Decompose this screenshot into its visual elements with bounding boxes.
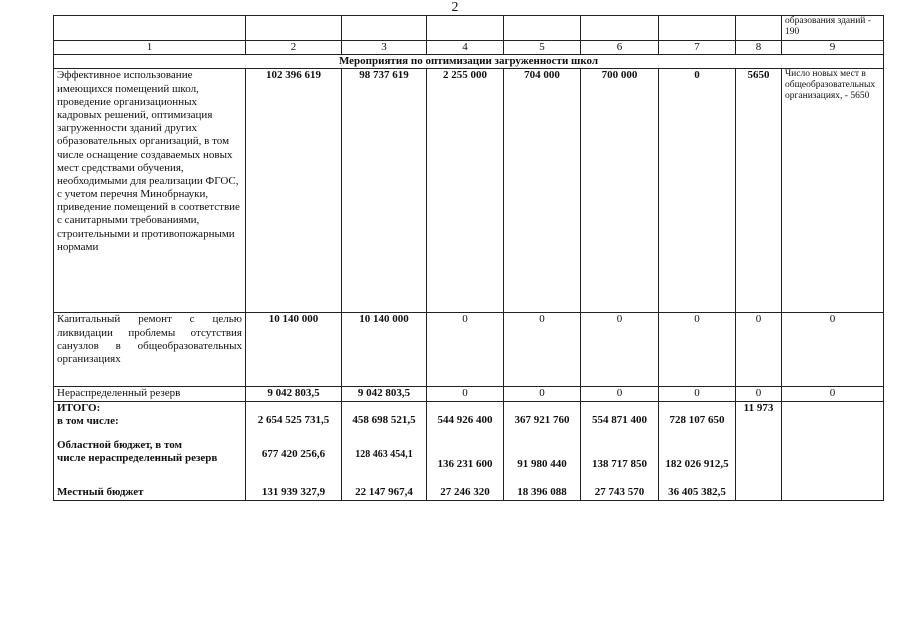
regional-c4: 136 231 600 bbox=[427, 439, 504, 471]
row-c6: 0 bbox=[581, 313, 659, 387]
local-c4: 27 246 320 bbox=[427, 471, 504, 500]
regional-label-2: числе нераспределенный резерв bbox=[57, 452, 218, 465]
total-c9 bbox=[782, 401, 884, 500]
row-c6: 0 bbox=[581, 387, 659, 401]
page-number: 2 bbox=[451, 0, 459, 15]
col-num-2: 2 bbox=[246, 41, 342, 55]
total-c6: 554 871 400 bbox=[581, 401, 659, 439]
total-c2: 2 654 525 731,5 bbox=[246, 401, 342, 439]
row-name: Эффективное использование имеющихся помещений школ, проведение организационных кадровых решений, оптимизация загруженности зданий других образовательных организаций, в том числе оснащение создаваемых новых мест средствами обучения, необходимыми для реализации ФГОС, с учетом перечня Минобрнауки, приведение помещений в соответствие с санитарными требованиями, строительными и противопожарными нормами bbox=[54, 69, 246, 313]
col-num-1: 1 bbox=[54, 41, 246, 55]
row-c2: 10 140 000 bbox=[246, 313, 342, 387]
col-num-9: 9 bbox=[782, 41, 884, 55]
header-top-row bbox=[54, 16, 884, 41]
col-num-5: 5 bbox=[504, 41, 581, 55]
row-c7: 0 bbox=[659, 313, 736, 387]
row-c4: 0 bbox=[427, 313, 504, 387]
column-numbers-row bbox=[54, 41, 884, 55]
regional-c6: 138 717 850 bbox=[581, 439, 659, 471]
regional-c7: 182 026 912,5 bbox=[659, 439, 736, 471]
row-c8: 0 bbox=[736, 387, 782, 401]
row-c8: 5650 bbox=[736, 69, 782, 313]
header-c9-note: образования зданий - 190 bbox=[782, 16, 884, 41]
local-label: Местный бюджет bbox=[54, 471, 246, 500]
local-c6: 27 743 570 bbox=[581, 471, 659, 500]
row-c3: 98 737 619 bbox=[342, 69, 427, 313]
total-c7: 728 107 650 bbox=[659, 401, 736, 439]
row-c4: 2 255 000 bbox=[427, 69, 504, 313]
regional-c2: 677 420 256,6 bbox=[246, 439, 342, 471]
total-c4: 544 926 400 bbox=[427, 401, 504, 439]
regional-c5: 91 980 440 bbox=[504, 439, 581, 471]
itogo-label: ИТОГО: bbox=[57, 401, 101, 414]
col-num-6: 6 bbox=[581, 41, 659, 55]
row-c5: 0 bbox=[504, 313, 581, 387]
row-name: Капитальный ремонт с целью ликвидации проблемы отсутствия санузлов в общеобразовательных организациях bbox=[54, 313, 246, 387]
table-row bbox=[54, 313, 884, 387]
col-num-3: 3 bbox=[342, 41, 427, 55]
regional-label bbox=[54, 439, 246, 471]
regional-c3: 128 463 454,1 bbox=[342, 439, 427, 471]
regional-label-1: Областной бюджет, в том bbox=[57, 439, 183, 452]
row-c5: 0 bbox=[504, 387, 581, 401]
incl-label: в том числе: bbox=[57, 414, 119, 427]
row-c9: 0 bbox=[782, 387, 884, 401]
row-c8: 0 bbox=[736, 313, 782, 387]
row-name: Нераспределенный резерв bbox=[54, 387, 246, 401]
row-c5: 704 000 bbox=[504, 69, 581, 313]
local-c3: 22 147 967,4 bbox=[342, 471, 427, 500]
row-c6: 700 000 bbox=[581, 69, 659, 313]
table-row bbox=[54, 387, 884, 401]
row-c3: 9 042 803,5 bbox=[342, 387, 427, 401]
local-c7: 36 405 382,5 bbox=[659, 471, 736, 500]
row-c3: 10 140 000 bbox=[342, 313, 427, 387]
row-c2: 102 396 619 bbox=[246, 69, 342, 313]
total-c5: 367 921 760 bbox=[504, 401, 581, 439]
row-c9: 0 bbox=[782, 313, 884, 387]
total-label bbox=[54, 401, 246, 439]
total-c3: 458 698 521,5 bbox=[342, 401, 427, 439]
row-c2: 9 042 803,5 bbox=[246, 387, 342, 401]
table-row bbox=[54, 69, 884, 313]
total-c8: 11 973 bbox=[736, 401, 782, 500]
budget-table bbox=[53, 15, 884, 501]
local-c2: 131 939 327,9 bbox=[246, 471, 342, 500]
total-row bbox=[54, 401, 884, 439]
row-c4: 0 bbox=[427, 387, 504, 401]
row-c9: Число новых мест в общеобразовательных организациях, - 5650 bbox=[782, 69, 884, 313]
section-row bbox=[54, 55, 884, 69]
col-num-4: 4 bbox=[427, 41, 504, 55]
row-c7: 0 bbox=[659, 387, 736, 401]
col-num-8: 8 bbox=[736, 41, 782, 55]
row-c7: 0 bbox=[659, 69, 736, 313]
col-num-7: 7 bbox=[659, 41, 736, 55]
section-title: Мероприятия по оптимизации загруженности школ bbox=[54, 55, 884, 69]
local-c5: 18 396 088 bbox=[504, 471, 581, 500]
